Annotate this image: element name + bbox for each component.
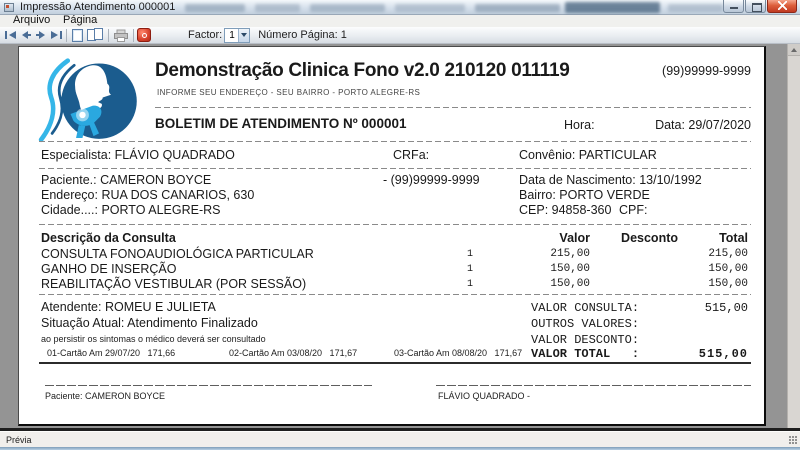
- bulletin-title: BOLETIM DE ATENDIMENTO Nº 000001: [155, 116, 407, 131]
- blurred-title-text: [668, 4, 723, 12]
- hora-label: Hora:: [564, 118, 595, 132]
- table-row-valor: 150,00: [550, 278, 590, 290]
- especialista: Especialista: FLÁVIO QUADRADO: [41, 148, 235, 162]
- table-row-qtd: 1: [467, 249, 474, 260]
- cpf: CPF:: [619, 203, 648, 217]
- blurred-title-text: [475, 4, 560, 12]
- paciente: Paciente.: CAMERON BOYCE: [41, 173, 212, 187]
- two-page-view-icon: [87, 28, 104, 42]
- single-page-view-button[interactable]: [70, 28, 85, 42]
- parcela-1: 01-Cartão Am 29/07/20 171,66: [47, 348, 176, 358]
- bairro: Bairro: PORTO VERDE: [519, 188, 650, 202]
- table-row-descricao: GANHO DE INSERÇÃO: [41, 262, 177, 276]
- toolbar-separator: [66, 29, 67, 42]
- blurred-title-text: [310, 4, 385, 12]
- table-row-qtd: 1: [467, 264, 474, 275]
- factor-select[interactable]: [224, 28, 250, 43]
- table-row-qtd: 1: [467, 279, 474, 290]
- previous-page-button[interactable]: [18, 28, 33, 42]
- toolbar: [0, 27, 800, 44]
- table-row-total: 215,00: [708, 248, 748, 260]
- toolbar-separator: [108, 29, 109, 42]
- divider: [155, 107, 751, 108]
- menubar: [0, 15, 800, 27]
- first-page-icon: [4, 29, 18, 41]
- minimize-button[interactable]: [723, 0, 744, 13]
- toolbar-separator: [133, 29, 134, 42]
- chevron-down-icon[interactable]: [238, 29, 249, 42]
- col-valor: Valor: [559, 231, 590, 245]
- blurred-title-text: [185, 4, 245, 12]
- valor-consulta-value: 515,00: [704, 301, 748, 315]
- parcela-2: 02-Cartão Am 03/08/20 171,67: [229, 348, 358, 358]
- convenio: Convênio: PARTICULAR: [519, 148, 657, 162]
- two-page-view-button[interactable]: [85, 28, 105, 42]
- blurred-title-text: [565, 2, 660, 13]
- patient-signature-line: [45, 385, 372, 386]
- data-label: Data: 29/07/2020: [655, 118, 751, 132]
- paciente-phone: - (99)99999-9999: [383, 173, 480, 187]
- col-total: Total: [719, 231, 748, 245]
- aviso: ao persistir os sintomas o médico deverá ser consultado: [41, 334, 266, 344]
- blurred-title-text: [255, 4, 300, 12]
- resize-grip-icon[interactable]: [789, 436, 797, 444]
- previous-page-icon: [19, 29, 33, 41]
- single-page-view-icon: [72, 29, 83, 42]
- first-page-button[interactable]: [3, 28, 18, 42]
- situacao-atual: Situação Atual: Atendimento Finalizado: [41, 316, 258, 330]
- close-preview-button[interactable]: [137, 28, 151, 42]
- crfa-label: CRFa:: [393, 148, 430, 162]
- endereco: Endereço: RUA DOS CANARIOS, 630: [41, 188, 255, 202]
- valor-desconto-label: VALOR DESCONTO:: [531, 333, 640, 347]
- clinic-name: Demonstração Clinica Fono v2.0 210120 011119: [155, 60, 570, 81]
- preview-area: [0, 44, 800, 431]
- divider: [39, 141, 751, 142]
- print-button[interactable]: [112, 28, 130, 42]
- statusbar: [0, 431, 800, 447]
- titlebar: [0, 0, 800, 15]
- specialist-signature-label: FLÁVIO QUADRADO -: [438, 391, 531, 401]
- cep: CEP: 94858-360: [519, 203, 612, 217]
- col-desconto: Desconto: [621, 231, 678, 245]
- valor-consulta-label: VALOR CONSULTA:: [531, 301, 640, 315]
- vertical-scrollbar[interactable]: [787, 44, 800, 428]
- scroll-up-icon[interactable]: [788, 44, 800, 56]
- maximize-button[interactable]: [745, 0, 766, 13]
- blurred-title-text: [395, 4, 465, 12]
- table-row-total: 150,00: [708, 278, 748, 290]
- table-row-descricao: CONSULTA FONOAUDIOLÓGICA PARTICULAR: [41, 247, 314, 261]
- divider: [39, 294, 751, 295]
- printer-icon: [113, 29, 129, 42]
- clinic-address: INFORME SEU ENDEREÇO - SEU BAIRRO - PORTO ALEGRE-RS: [157, 88, 421, 97]
- clinic-phone: (99)99999-9999: [662, 64, 751, 78]
- status-text: Prévia: [6, 435, 32, 445]
- atendente: Atendente: ROMEU E JULIETA: [41, 300, 216, 314]
- cidade: Cidade....: PORTO ALEGRE-RS: [41, 203, 221, 217]
- total-divider: [39, 362, 751, 364]
- patient-signature-label: Paciente: CAMERON BOYCE: [45, 391, 166, 401]
- next-page-button[interactable]: [33, 28, 48, 42]
- factor-label: Factor:: [188, 29, 223, 41]
- window-title: Impressão Atendimento 000001: [20, 1, 176, 13]
- close-preview-icon: [142, 33, 147, 38]
- col-descricao: Descrição da Consulta: [41, 231, 176, 245]
- clinic-logo: [37, 57, 139, 149]
- close-button[interactable]: [767, 0, 797, 13]
- table-row-descricao: REABILITAÇÃO VESTIBULAR (POR SESSÃO): [41, 277, 307, 291]
- factor-value: 1: [229, 29, 235, 41]
- page-number-label: Número Página: 1: [258, 29, 347, 41]
- last-page-button[interactable]: [48, 28, 63, 42]
- valor-total-label: VALOR TOTAL :: [531, 347, 640, 361]
- menu-pagina[interactable]: Página: [63, 14, 98, 26]
- valor-total-value: 515,00: [698, 347, 748, 361]
- last-page-icon: [49, 29, 63, 41]
- table-row-total: 150,00: [708, 263, 748, 275]
- outros-valores-label: OUTROS VALORES:: [531, 317, 640, 331]
- table-row-valor: 215,00: [550, 248, 590, 260]
- report-page: [18, 46, 766, 426]
- parcela-3: 03-Cartão Am 08/08/20 171,67: [394, 348, 523, 358]
- divider: [39, 168, 751, 169]
- specialist-signature-line: [436, 385, 751, 386]
- app-icon: [4, 3, 14, 12]
- menu-arquivo[interactable]: Arquivo: [13, 14, 51, 26]
- table-row-valor: 150,00: [550, 263, 590, 275]
- next-page-icon: [34, 29, 48, 41]
- divider: [39, 224, 751, 225]
- nascimento: Data de Nascimento: 13/10/1992: [519, 173, 702, 187]
